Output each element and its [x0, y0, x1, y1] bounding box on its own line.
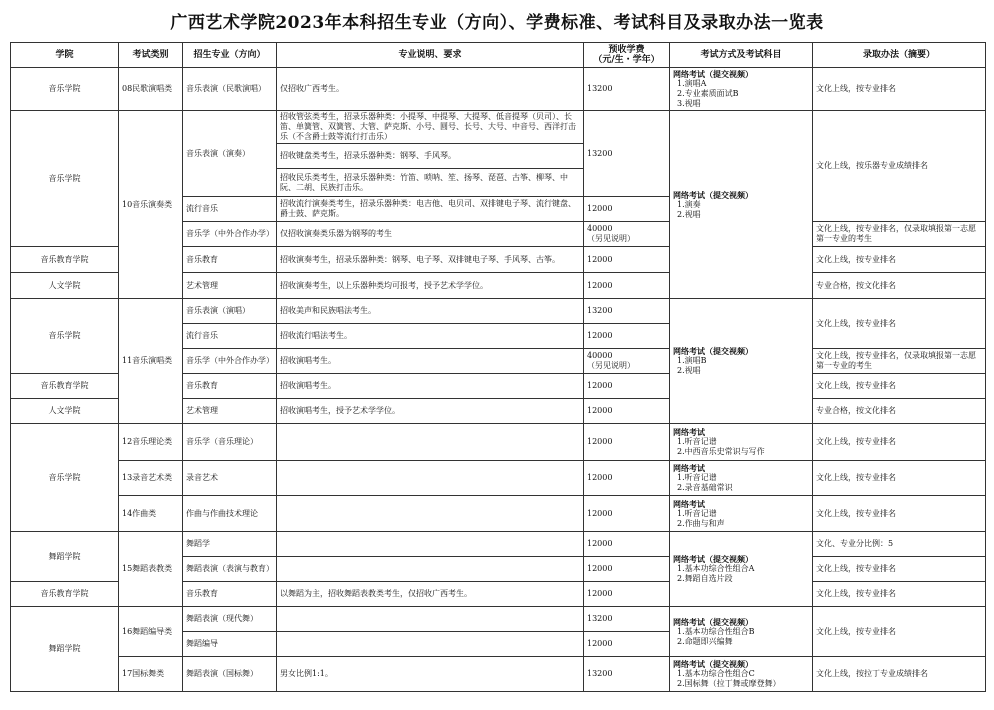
desc-cell: 招收演唱考生。: [277, 374, 584, 399]
fee-cell: 12000: [584, 273, 670, 299]
desc-cell: 招收演奏考生，以上乐器种类均可报考，授予艺术学学位。: [277, 273, 584, 299]
major-cell: 音乐表演（民歌演唱）: [183, 68, 277, 111]
desc-cell: 招收演奏考生，招录乐器种类：钢琴、电子琴、双排键电子琴、手风琴、古筝。: [277, 247, 584, 273]
major-cell: 音乐学（中外合作办学）: [183, 349, 277, 374]
category-cell: 12音乐理论类: [119, 424, 183, 461]
major-cell: 音乐教育: [183, 247, 277, 273]
major-cell: 录音艺术: [183, 461, 277, 496]
table-row: [11, 68, 986, 111]
desc-cell: 招收演唱考生，授予艺术学学位。: [277, 399, 584, 424]
major-cell: 流行音乐: [183, 197, 277, 222]
table-row: [11, 424, 986, 461]
admit-cell: 文化上线，按专业排名: [813, 557, 986, 582]
table-row: [11, 496, 986, 532]
major-cell: 音乐表演（演奏）: [183, 111, 277, 197]
fee-cell: 12000: [584, 324, 670, 349]
admit-cell: 文化上线，按乐器专业成绩排名: [813, 111, 986, 222]
table-row: [11, 111, 986, 144]
table-row: [11, 299, 986, 324]
table-row: [11, 532, 986, 557]
desc-cell: 招收民乐类考生，招录乐器种类：竹笛、唢呐、笙、扬琴、琵琶、古筝、柳琴、中阮、二胡、民族打击乐。: [277, 169, 584, 197]
admit-cell: 文化上线，按专业排名: [813, 68, 986, 111]
fee-cell: 40000 （另见说明）: [584, 349, 670, 374]
major-cell: 舞蹈编导: [183, 632, 277, 657]
college-cell: 音乐教育学院: [11, 582, 119, 607]
category-cell: 17国标舞类: [119, 657, 183, 692]
college-cell: 音乐教育学院: [11, 374, 119, 399]
college-cell: 音乐学院: [11, 111, 119, 247]
admit-cell: 文化上线，按拉丁专业成绩排名: [813, 657, 986, 692]
exam-cell: 网络考试 1.听音记谱 2.中西音乐史常识与写作: [670, 424, 813, 461]
fee-cell: 13200: [584, 607, 670, 632]
major-cell: 音乐表演（演唱）: [183, 299, 277, 324]
desc-cell: 招收演唱考生。: [277, 349, 584, 374]
desc-cell: 招收管弦类考生，招录乐器种类：小提琴、中提琴、大提琴、低音提琴（贝司）、长笛、单簧管、双簧管、大管、萨克斯、小号、圆号、长号、大号、中音号、西洋打击乐（不含爵士鼓等流行打击乐）: [277, 111, 584, 144]
major-cell: 艺术管理: [183, 273, 277, 299]
desc-cell: [277, 532, 584, 557]
desc-cell: 招收美声和民族唱法考生。: [277, 299, 584, 324]
college-cell: 音乐教育学院: [11, 247, 119, 273]
major-cell: 作曲与作曲技术理论: [183, 496, 277, 532]
college-cell: 人文学院: [11, 399, 119, 424]
header-desc: 专业说明、要求: [277, 43, 584, 68]
category-cell: 16舞蹈编导类: [119, 607, 183, 657]
fee-cell: 12000: [584, 557, 670, 582]
fee-cell: 12000: [584, 197, 670, 222]
table-header-row: [11, 43, 986, 68]
category-cell: 14作曲类: [119, 496, 183, 532]
header-major: 招生专业（方向）: [183, 43, 277, 68]
admit-cell: 专业合格，按文化排名: [813, 399, 986, 424]
desc-cell: 招收流行演奏类考生，招录乐器种类：电吉他、电贝司、双排键电子琴、流行键盘、爵士鼓、萨克斯。: [277, 197, 584, 222]
fee-cell: 40000 （另见说明）: [584, 222, 670, 247]
admit-cell: 文化上线，按专业排名: [813, 607, 986, 657]
desc-cell: [277, 632, 584, 657]
exam-cell: 网络考试（提交视频） 1.演唱A 2.专业素质面试B 3.视唱: [670, 68, 813, 111]
admissions-table: [10, 42, 986, 692]
header-college: 学院: [11, 43, 119, 68]
admit-cell: 文化上线，按专业排名，仅录取填报第一志愿第一专业的考生: [813, 349, 986, 374]
major-cell: 流行音乐: [183, 324, 277, 349]
exam-cell: 网络考试（提交视频） 1.演奏 2.视唱: [670, 111, 813, 299]
admit-cell: 文化上线，按专业排名: [813, 424, 986, 461]
fee-cell: 13200: [584, 299, 670, 324]
admit-cell: 文化上线，按专业排名: [813, 374, 986, 399]
desc-cell: 仅招收广西考生。: [277, 68, 584, 111]
exam-cell: 网络考试（提交视频） 1.演唱B 2.视唱: [670, 299, 813, 424]
admit-cell: 文化上线，按专业排名，仅录取填报第一志愿第一专业的考生: [813, 222, 986, 247]
header-fee: 预收学费 （元/生・学年）: [584, 43, 670, 68]
desc-cell: 男女比例1:1。: [277, 657, 584, 692]
college-cell: 音乐学院: [11, 68, 119, 111]
admit-cell: 文化上线，按专业排名: [813, 299, 986, 349]
major-cell: 舞蹈表演（表演与教育）: [183, 557, 277, 582]
table-row: [11, 657, 986, 692]
header-admit: 录取办法（摘要）: [813, 43, 986, 68]
fee-cell: 12000: [584, 532, 670, 557]
category-cell: 08民歌演唱类: [119, 68, 183, 111]
exam-cell: 网络考试（提交视频） 1.基本功综合性组合A 2.舞蹈自选片段: [670, 532, 813, 607]
college-cell: 舞蹈学院: [11, 532, 119, 582]
exam-cell: 网络考试 1.听音记谱 2.作曲与和声: [670, 496, 813, 532]
major-cell: 舞蹈学: [183, 532, 277, 557]
category-cell: 13录音艺术类: [119, 461, 183, 496]
admit-cell: 文化上线，按专业排名: [813, 247, 986, 273]
admit-cell: 文化、专业分比例：5: [813, 532, 986, 557]
exam-cell: 网络考试（提交视频） 1.基本功综合性组合B 2.命题即兴编舞: [670, 607, 813, 657]
category-cell: 15舞蹈表教类: [119, 532, 183, 607]
category-cell: 10音乐演奏类: [119, 111, 183, 299]
college-cell: 人文学院: [11, 273, 119, 299]
admit-cell: 专业合格，按文化排名: [813, 273, 986, 299]
desc-cell: [277, 424, 584, 461]
fee-cell: 13200: [584, 111, 670, 197]
major-cell: 舞蹈表演（国标舞）: [183, 657, 277, 692]
major-cell: 音乐教育: [183, 374, 277, 399]
fee-cell: 12000: [584, 461, 670, 496]
exam-cell: 网络考试（提交视频） 1.基本功综合性组合C 2.国标舞（拉丁舞或摩登舞）: [670, 657, 813, 692]
exam-cell: 网络考试 1.听音记谱 2.录音基础常识: [670, 461, 813, 496]
major-cell: 艺术管理: [183, 399, 277, 424]
desc-cell: [277, 461, 584, 496]
desc-cell: 招收流行唱法考生。: [277, 324, 584, 349]
fee-cell: 12000: [584, 399, 670, 424]
major-cell: 音乐教育: [183, 582, 277, 607]
admit-cell: 文化上线，按专业排名: [813, 461, 986, 496]
page-title: 广西艺术学院2023年本科招生专业（方向）、学费标准、考试科目及录取办法一览表: [170, 13, 824, 33]
major-cell: 音乐学（中外合作办学）: [183, 222, 277, 247]
desc-cell: [277, 496, 584, 532]
fee-cell: 12000: [584, 247, 670, 273]
header-exam: 考试方式及考试科目: [670, 43, 813, 68]
header-category: 考试类别: [119, 43, 183, 68]
table-row: [11, 607, 986, 632]
fee-cell: 12000: [584, 632, 670, 657]
desc-cell: [277, 557, 584, 582]
desc-cell: [277, 607, 584, 632]
fee-cell: 13200: [584, 657, 670, 692]
major-cell: 舞蹈表演（现代舞）: [183, 607, 277, 632]
category-cell: 11音乐演唱类: [119, 299, 183, 424]
fee-cell: 13200: [584, 68, 670, 111]
college-cell: 舞蹈学院: [11, 607, 119, 692]
fee-cell: 12000: [584, 374, 670, 399]
fee-cell: 12000: [584, 582, 670, 607]
admit-cell: 文化上线，按专业排名: [813, 496, 986, 532]
major-cell: 音乐学（音乐理论）: [183, 424, 277, 461]
fee-cell: 12000: [584, 424, 670, 461]
desc-cell: 以舞蹈为主，招收舞蹈表教类考生，仅招收广西考生。: [277, 582, 584, 607]
table-row: [11, 461, 986, 496]
desc-cell: 仅招收演奏类乐器为钢琴的考生: [277, 222, 584, 247]
college-cell: 音乐学院: [11, 299, 119, 374]
college-cell: 音乐学院: [11, 424, 119, 532]
desc-cell: 招收键盘类考生，招录乐器种类：钢琴、手风琴。: [277, 144, 584, 169]
fee-cell: 12000: [584, 496, 670, 532]
admit-cell: 文化上线，按专业排名: [813, 582, 986, 607]
